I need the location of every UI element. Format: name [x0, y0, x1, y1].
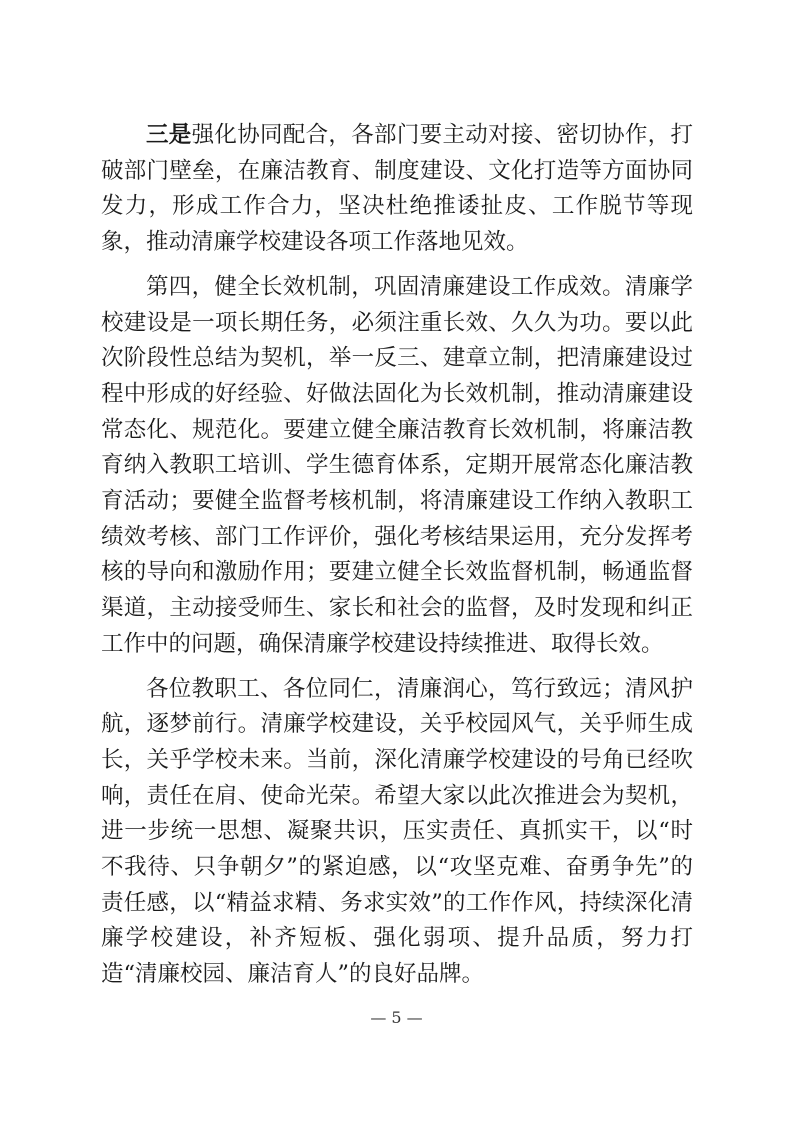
paragraph-3-text: 各位教职工、各位同仁，清廉润心，笃行致远；清风护航，逐梦前行。清廉学校建设，关乎校园风气，关乎师生成长，关乎学校未来。当前，深化清廉学校建设的号角已经吹响，责任在肩、使命光荣。希望大家以此次推进会为契机，进一步统一思想、凝聚共识，压实责任、真抓实干，以“时不我待、只争朝夕”的紧迫感，以“攻坚克难、奋勇争先”的责任感，以“精益求精、务求实效”的工作作风，持续深化清廉学校建设，补齐短板、强化弱项、提升品质，努力打造“清廉校园、廉洁育人”的良好品牌。	[101, 675, 693, 988]
document-body	[101, 118, 693, 1002]
page-number: — 5 —	[370, 1008, 423, 1027]
paragraph-1-lead: 三是	[146, 122, 192, 148]
paragraph-2-text: 第四，健全长效机制，巩固清廉建设工作成效。清廉学校建设是一项长期任务，必须注重长效、久久为功。要以此次阶段性总结为契机，举一反三、建章立制，把清廉建设过程中形成的好经验、好做法固化为长效机制，推动清廉建设常态化、规范化。要建立健全廉洁教育长效机制，将廉洁教育纳入教职工培训、学生德育体系，定期开展常态化廉洁教育活动；要健全监督考核机制，将清廉建设工作纳入教职工绩效考核、部门工作评价，强化考核结果运用，充分发挥考核的导向和激励作用；要建立健全长效监督机制，畅通监督渠道，主动接受师生、家长和社会的监督，及时发现和纠正工作中的问题，确保清廉学校建设持续推进、取得长效。	[101, 273, 693, 657]
paragraph-3	[101, 672, 693, 993]
paragraph-1	[101, 118, 693, 261]
paragraph-2	[101, 270, 693, 663]
paragraph-1-text: 强化协同配合，各部门要主动对接、密切协作，打破部门壁垒，在廉洁教育、制度建设、文化打造等方面协同发力，形成工作合力，坚决杜绝推诿扯皮、工作脱节等现象，推动清廉学校建设各项工作落地见效。	[101, 122, 693, 256]
